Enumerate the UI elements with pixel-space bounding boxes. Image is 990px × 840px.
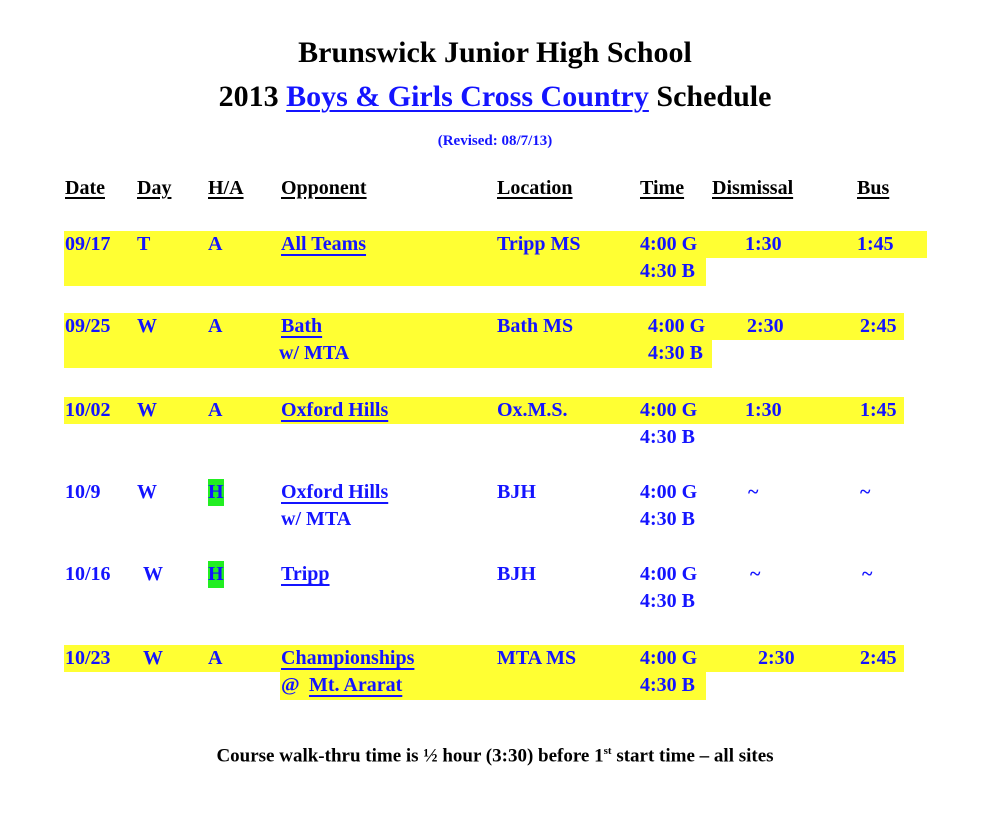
column-header: Time [640,177,685,199]
bus-cell: 2:45 [860,647,897,669]
location-cell: MTA MS [497,647,577,669]
revised-date: (Revised: 08/7/13) [437,133,553,149]
bus-cell: 1:45 [860,399,897,421]
opponent-link[interactable]: Tripp [281,563,330,585]
footer-sup: st [603,745,612,757]
footer-text-end: start time – all sites [611,745,774,767]
column-header: Location [497,177,573,199]
dismissal-cell: 2:30 [747,315,784,337]
day-cell: T [137,233,151,255]
day-cell: W [137,481,157,503]
home-away-cell: A [208,233,223,255]
opponent-link[interactable]: Oxford Hills [281,481,389,503]
time-girls: 4:00 G [640,481,698,503]
home-away-cell: A [208,647,223,669]
home-away-cell: H [208,561,224,588]
time-boys: 4:30 B [640,674,695,696]
opponent-second-line: w/ MTA [281,508,352,530]
schedule-title [0,80,990,114]
bus-cell: ~ [862,563,873,585]
date-cell: 10/02 [65,399,111,421]
time-boys: 4:30 B [648,342,703,364]
opponent-venue-link[interactable]: Mt. Ararat [309,674,403,696]
dismissal-cell: ~ [750,563,761,585]
column-header: Bus [857,177,890,199]
dismissal-cell: 1:30 [745,399,782,421]
location-cell: BJH [497,563,536,585]
time-boys: 4:30 B [640,260,695,282]
time-girls: 4:00 G [640,563,698,585]
column-header: H/A [208,177,244,199]
home-away-cell: H [208,479,224,506]
bus-cell: ~ [860,481,871,503]
column-header: Dismissal [712,177,794,199]
column-header: Opponent [281,177,367,199]
location-cell: Bath MS [497,315,574,337]
day-cell: W [143,647,163,669]
row-highlight [64,340,712,368]
opponent-link[interactable]: Oxford Hills [281,399,389,421]
dismissal-cell: 2:30 [758,647,795,669]
title-suffix: Schedule [648,80,772,113]
home-away-cell: A [208,399,223,421]
time-girls: 4:00 G [640,233,698,255]
row-highlight [64,258,706,286]
bus-cell: 1:45 [857,233,894,255]
home-away-cell: A [208,315,223,337]
column-header: Date [65,177,105,199]
footer-text: Course walk-thru time is ½ hour (3:30) before 1 [216,745,604,767]
date-cell: 10/16 [65,563,111,585]
opponent-second-line: w/ MTA [279,342,350,364]
opponent-link[interactable]: All Teams [281,233,367,255]
bus-cell: 2:45 [860,315,897,337]
time-boys: 4:30 B [640,590,695,612]
location-cell: Tripp MS [497,233,581,255]
title-prefix: 2013 [218,80,287,113]
date-cell: 10/9 [65,481,101,503]
day-cell: W [137,399,157,421]
sport-link[interactable]: Boys & Girls Cross Country [286,80,649,113]
opponent-link[interactable]: Bath [281,315,323,337]
date-cell: 09/25 [65,315,111,337]
dismissal-cell: ~ [748,481,759,503]
school-title: Brunswick Junior High School [298,36,692,69]
location-cell: BJH [497,481,536,503]
dismissal-cell: 1:30 [745,233,782,255]
time-boys: 4:30 B [640,426,695,448]
row-highlight [64,231,927,258]
time-boys: 4:30 B [640,508,695,530]
date-cell: 09/17 [65,233,111,255]
column-header: Day [137,177,172,199]
date-cell: 10/23 [65,647,111,669]
time-girls: 4:00 G [640,647,698,669]
opponent-link[interactable]: Championships [281,647,415,669]
day-cell: W [143,563,163,585]
time-girls: 4:00 G [640,399,698,421]
footer-note [0,745,990,767]
opponent-prefix: @ [281,674,305,696]
location-cell: Ox.M.S. [497,399,568,421]
day-cell: W [137,315,157,337]
time-girls: 4:00 G [648,315,706,337]
